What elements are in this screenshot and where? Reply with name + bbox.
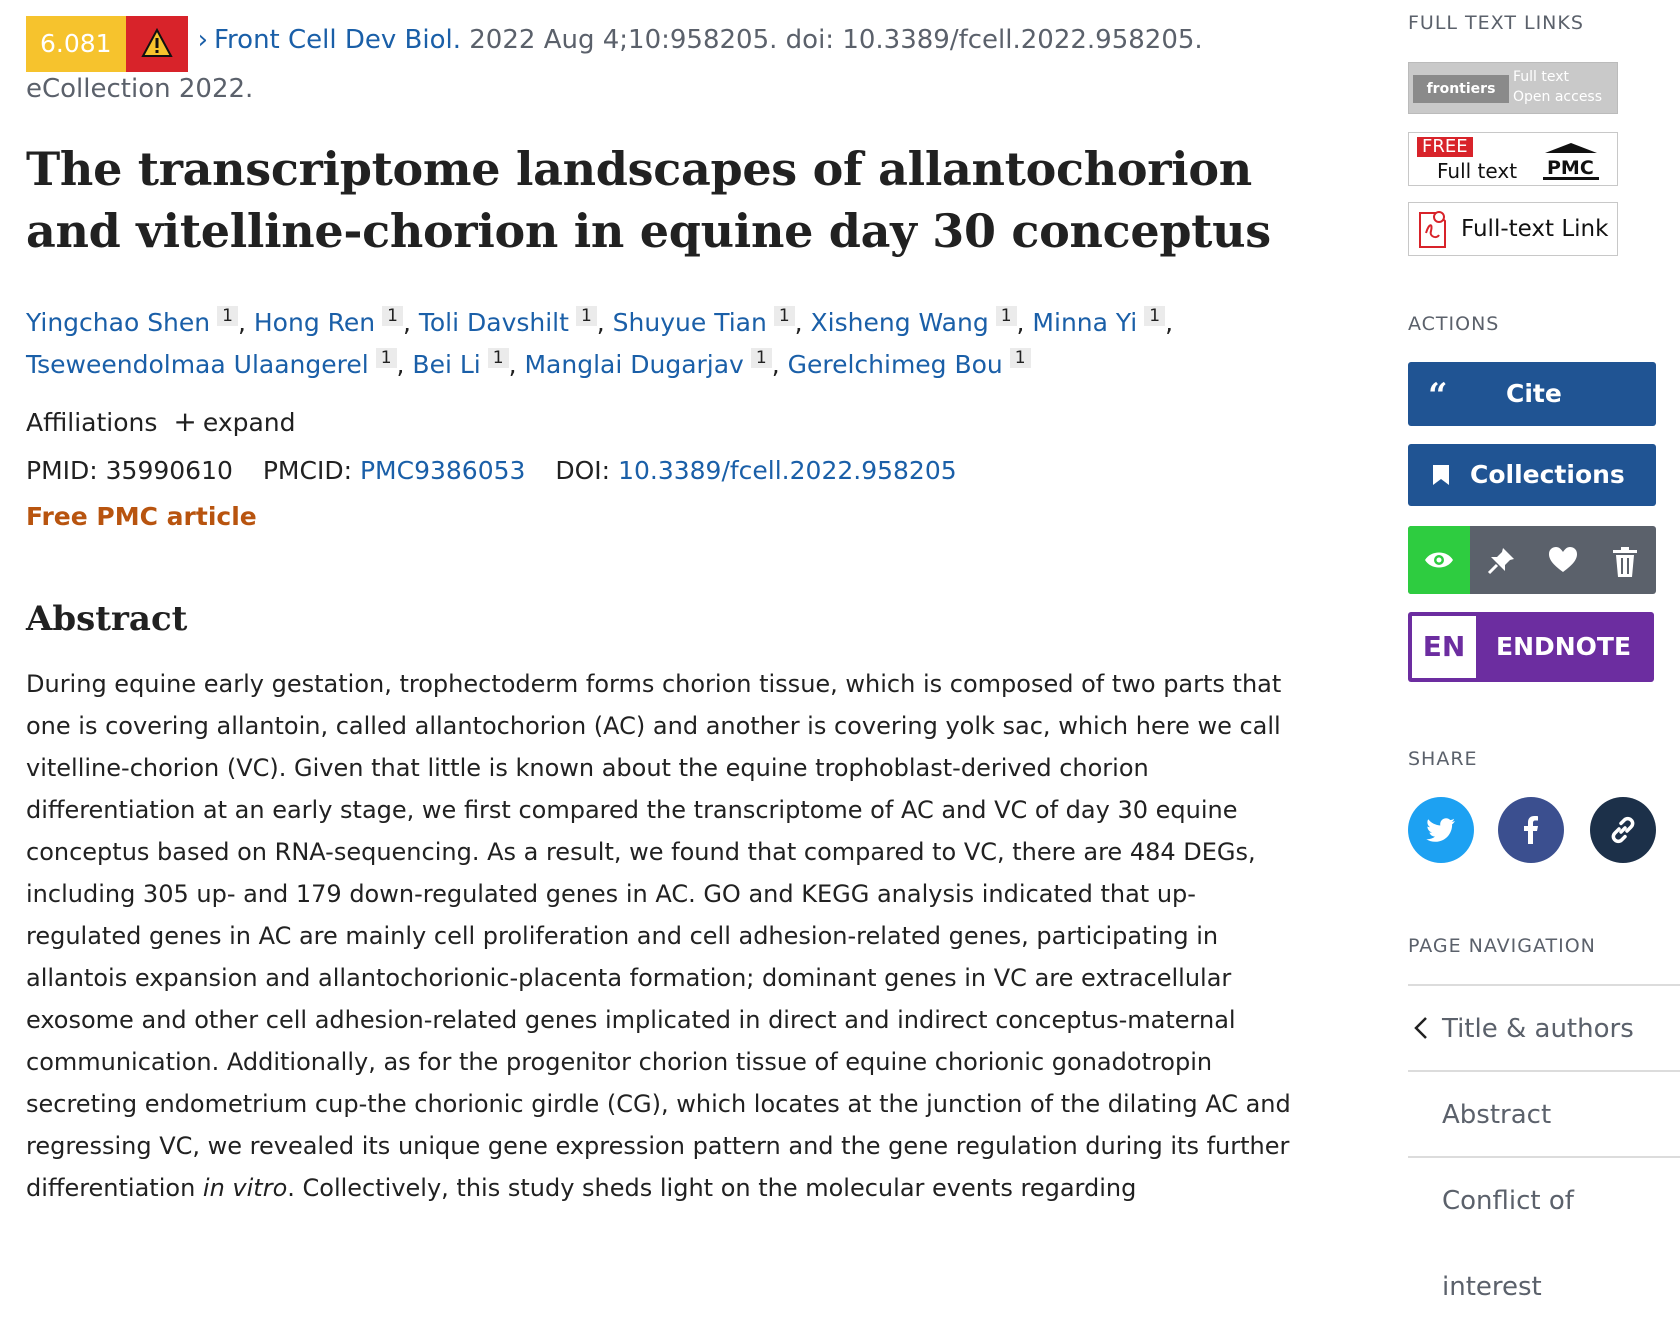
free-badge: FREE	[1417, 137, 1473, 157]
pin-button[interactable]	[1470, 526, 1532, 594]
affiliation-number[interactable]: 1	[996, 306, 1017, 326]
page-navigation-heading: PAGE NAVIGATION	[1408, 935, 1596, 957]
author-link[interactable]: Minna Yi	[1032, 308, 1138, 337]
affiliations-row	[26, 404, 1296, 441]
affiliation-number[interactable]: 1	[376, 348, 397, 368]
pmc-logo-text: PMC	[1547, 157, 1594, 179]
abstract-text-part-2: . Collectively, this study sheds light on the molecular events regarding	[287, 1174, 1137, 1202]
author-link[interactable]: Tseweendolmaa Ulaangerel	[26, 350, 369, 379]
heart-icon	[1548, 546, 1578, 574]
author-link[interactable]: Xisheng Wang	[810, 308, 989, 337]
free-pmc-article-label: Free PMC article	[26, 502, 257, 531]
plus-icon[interactable]: +	[173, 405, 197, 438]
author-link[interactable]: Bei Li	[412, 350, 481, 379]
frontiers-line-1: Full text	[1513, 69, 1570, 85]
pmc-full-text-link[interactable]	[1408, 132, 1618, 186]
doi-label: DOI:	[555, 456, 611, 485]
pin-icon	[1486, 546, 1516, 576]
pmcid-link[interactable]: PMC9386053	[359, 456, 526, 485]
affiliations-label: Affiliations	[26, 408, 158, 437]
favorite-button[interactable]	[1532, 526, 1594, 594]
nav-item-conflict-of-interest[interactable]	[1408, 1156, 1680, 1302]
endnote-button[interactable]	[1408, 612, 1654, 682]
citation-details: 2022 Aug 4;10:958205. doi: 10.3389/fcell.2022.958205.	[469, 25, 1203, 55]
author-link[interactable]: Hong Ren	[253, 308, 376, 337]
affiliation-number[interactable]: 1	[1010, 348, 1031, 368]
share-twitter-button[interactable]	[1408, 797, 1474, 863]
pdf-icon	[1417, 211, 1447, 249]
delete-button[interactable]	[1594, 526, 1656, 594]
abstract-text-part-1: During equine early gestation, trophectoderm forms chorion tissue, which is composed of two parts that one is covering allantoin, called allantochorion (AC) and another is covering yolk sac, which here we call vitelline-chorion (VC). Given that little is known about the equine trophoblast-derived chorion differentiation at an early stage, we first compared the transcriptome of AC and VC of day 30 equine conceptus based on RNA-sequencing. As a result, we found that compared to VC, there are 484 DEGs, including 305 up- and 179 down-regulated genes in AC. GO and KEGG analysis indicated that up-regulated genes in AC are mainly cell proliferation and cell adhesion-related genes, participating in allantois expansion and allantochorionic-placenta formation; dominant genes in VC are extracellular exosome and other cell adhesion-related genes implicated in direct and indirect conceptus-maternal communication. Additionally, as for the progenitor chorion tissue of equine chorionic gonadotropin secreting endometrium cup-the chorionic girdle (CG), which locates at the junction of the dilating AC and regressing VC, we revealed its unique gene expression pattern and the gene regulation during its further differentiation	[26, 670, 1291, 1202]
warning-triangle-icon[interactable]	[126, 16, 188, 72]
twitter-icon	[1425, 814, 1457, 846]
cite-button-label: Cite	[1506, 379, 1562, 408]
article-title: The transcriptome landscapes of allantochorion and vitelline-chorion in equine day 30 conceptus	[26, 142, 1271, 258]
collections-button-label: Collections	[1470, 460, 1625, 489]
affiliation-number[interactable]: 1	[217, 306, 238, 326]
pmcid-label: PMCID:	[262, 456, 353, 485]
pmc-full-text-label: Full text	[1437, 159, 1518, 183]
frontiers-logo: frontiers	[1413, 75, 1509, 103]
nav-item-abstract[interactable]	[1408, 1070, 1680, 1156]
endnote-button-label: ENDNOTE	[1496, 632, 1632, 661]
citation-line	[26, 16, 1296, 72]
link-icon	[1607, 814, 1639, 846]
identifiers-row	[26, 453, 1296, 489]
eye-icon	[1424, 546, 1454, 574]
pdf-full-text-link[interactable]	[1408, 202, 1618, 256]
facebook-icon	[1515, 814, 1547, 846]
view-button[interactable]	[1408, 526, 1470, 594]
abstract-heading: Abstract	[26, 599, 188, 639]
pmid-value: 35990610	[105, 456, 233, 485]
article-tools-bar	[1408, 526, 1656, 594]
nav-item-label: Abstract	[1442, 1100, 1552, 1130]
actions-heading: ACTIONS	[1408, 313, 1500, 335]
doi-link[interactable]: 10.3389/fcell.2022.958205	[618, 456, 957, 485]
pmc-logo	[1539, 141, 1603, 181]
affiliation-number[interactable]: 1	[576, 306, 597, 326]
abstract-text-italic: in vitro	[202, 1174, 288, 1202]
full-text-links-heading: FULL TEXT LINKS	[1408, 12, 1584, 34]
author-list: Yingchao Shen $^1$ , Hong Ren $^1$ , Toli Davshilt $^1$ , Shuyue Tian $^1$ , Xisheng Wang $^1$ , Minna Yi $^1$ , Tseweendolmaa Ulaangerel $^1$ , Bei Li $^1$ , Manglai Dugarjav $^1$ , Gerelchimeg Bou $^1$	[26, 306, 1174, 379]
affiliation-number[interactable]: 1	[751, 348, 772, 368]
impact-factor-badge[interactable]: 6.081	[26, 16, 126, 72]
journal-link[interactable]: Front Cell Dev Biol.	[213, 25, 461, 55]
cite-button[interactable]	[1408, 362, 1656, 426]
abstract-text	[26, 663, 1296, 1209]
nav-item-title-authors[interactable]	[1408, 984, 1680, 1070]
author-link[interactable]: Gerelchimeg Bou	[787, 350, 1003, 379]
author-link[interactable]: Manglai Dugarjav	[524, 350, 744, 379]
affiliation-number[interactable]: 1	[1144, 306, 1165, 326]
share-heading: SHARE	[1408, 748, 1478, 770]
chevron-left-icon	[1414, 1016, 1428, 1040]
ecollection-text: eCollection 2022.	[26, 74, 254, 104]
collections-button[interactable]	[1408, 444, 1656, 506]
share-link-button[interactable]	[1590, 797, 1656, 863]
frontiers-full-text-link[interactable]	[1408, 62, 1618, 114]
quote-icon: “	[1428, 376, 1448, 416]
frontiers-link-text	[1513, 67, 1602, 107]
chevron-right-icon[interactable]: ›	[197, 25, 208, 55]
affiliation-number[interactable]: 1	[774, 306, 795, 326]
share-facebook-button[interactable]	[1498, 797, 1564, 863]
nav-item-label: Conflict of interest	[1442, 1186, 1574, 1302]
endnote-logo: EN	[1412, 616, 1476, 678]
affiliation-number[interactable]: 1	[488, 348, 509, 368]
article-main	[26, 16, 1296, 1209]
affiliation-number[interactable]: 1	[382, 306, 403, 326]
author-link[interactable]: Shuyue Tian	[612, 308, 767, 337]
frontiers-line-2: Open access	[1513, 89, 1603, 105]
pdf-link-text: Full-text Link	[1461, 216, 1609, 242]
pmid-label: PMID:	[26, 456, 98, 485]
expand-affiliations-button[interactable]: expand	[202, 408, 296, 437]
bookmark-icon	[1432, 464, 1450, 486]
author-link[interactable]: Toli Davshilt	[418, 308, 569, 337]
author-link[interactable]: Yingchao Shen	[26, 308, 211, 337]
trash-icon	[1610, 546, 1640, 578]
nav-item-label: Title & authors	[1442, 1014, 1634, 1044]
